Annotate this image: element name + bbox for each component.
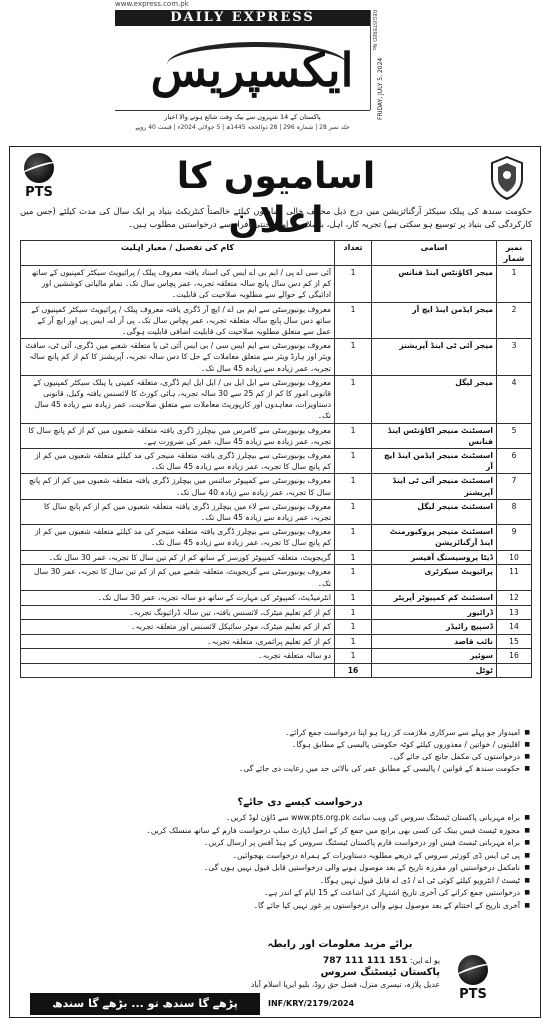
- total-empty-cell: [21, 663, 335, 677]
- table-row: [21, 375, 532, 423]
- apply-step-item: ■ آخری تاریخ کے اختتام کے بعد موصول ہونے والی درخواستوں پر غور نہیں کیا جائے گا۔: [20, 900, 530, 913]
- row-requirements: معروف یونیورسٹی سے ایم ایس سی / بی ایس آئی ٹی یا متعلقہ شعبے میں ڈگری، آئی ٹی، سافٹ ویئر اور ہارڈ ویئر سے متعلق معاملات کے حل کا دس سالہ تجربہ، آپریشنز کا کم از کم پانچ سالہ تجربہ، عمر زیادہ سے زیادہ 45 سال تک۔: [21, 339, 335, 376]
- row-number: 7: [497, 474, 532, 499]
- row-quantity: 1: [335, 620, 372, 635]
- row-post-title: اسسٹنٹ منیجر اکاؤنٹس اینڈ فنانس: [372, 423, 497, 448]
- total-quantity: 16: [335, 663, 372, 677]
- row-post-title: میجر اکاؤنٹس اینڈ فنانس: [372, 266, 497, 303]
- row-quantity: 1: [335, 266, 372, 303]
- row-quantity: 1: [335, 499, 372, 524]
- pts-logo-text: PTS: [459, 987, 487, 1002]
- apply-step-item: ■ درخواستیں جمع کرانے کی آخری تاریخ اشتہار کی اشاعت کے 15 ایام کے اندر ہے۔: [20, 887, 530, 900]
- row-quantity: 1: [335, 550, 372, 565]
- row-quantity: 1: [335, 423, 372, 448]
- job-advertisement: [9, 146, 541, 1018]
- note-item: ■ درخواستوں کی مکمل جانچ کی جائے گی۔: [180, 751, 530, 763]
- header-serial: نمبر شمار: [497, 241, 532, 266]
- newspaper-logo: [137, 28, 367, 108]
- row-requirements: معروف یونیورسٹی سے گریجویٹ، متعلقہ شعبے میں کم از کم تین سال کا تجربہ، عمر 30 سال تک۔: [21, 565, 335, 591]
- row-post-title: اسسٹنٹ منیجر آئی ٹی اینڈ آپریشنز: [372, 474, 497, 499]
- row-requirements: معروف یونیورسٹی سے ایم بی اے / ایچ آر ڈگری یافتہ معروف پبلک / پرائیویٹ سیکٹر کمپنیوں کے ساتھ دس سال پانچ سالہ متعلقہ تجربہ، عمر پچاس سال تک۔ پی آر اے، ایس پی اور ایچ آر کے عمل سے متعلق مطلوبہ صلاحیت کی قابلیت اضافی قابلیت ہوگی۔: [21, 302, 335, 339]
- vacancies-table-body: [21, 266, 532, 678]
- row-number: 5: [497, 423, 532, 448]
- table-row: [21, 266, 532, 303]
- row-post-title: ڈسپیچ رائیڈر: [372, 620, 497, 635]
- row-number: 14: [497, 620, 532, 635]
- table-row: [21, 649, 532, 664]
- row-quantity: 1: [335, 591, 372, 606]
- apply-step-item: ■ براہ مہربانی پاکستان ٹیسٹنگ سروس کی ویب سائٹ www.pts.org.pk سے ڈاؤن لوڈ کریں۔: [20, 812, 530, 825]
- masthead-issue-line: جلد نمبر 28 | شمارہ 296 | 28 ذوالحجہ 1445ھ | 5 جولائی 2024ء | قیمت 40 روپے: [135, 124, 350, 131]
- table-header-row: [21, 241, 532, 266]
- row-number: 6: [497, 449, 532, 474]
- row-requirements: معروف یونیورسٹی سے لاء میں بیچلرز ڈگری یافتہ متعلقہ شعبوں میں کم از کم پانچ سال کا تجربہ، عمر زیادہ سے زیادہ 45 سال تک۔: [21, 499, 335, 524]
- row-quantity: 1: [335, 375, 372, 423]
- row-number: 15: [497, 634, 532, 649]
- slogan-banner: پڑھے گا سندھ تو ... بڑھے گا سندھ: [30, 993, 260, 1015]
- table-row: [21, 474, 532, 499]
- row-quantity: 1: [335, 302, 372, 339]
- row-post-title: سوئپر: [372, 649, 497, 664]
- table-row: [21, 620, 532, 635]
- table-row: [21, 634, 532, 649]
- row-number: 2: [497, 302, 532, 339]
- row-requirements: کم از کم تعلیم پرائمری، متعلقہ تجربہ۔: [21, 634, 335, 649]
- contact-phone-row: [230, 955, 440, 967]
- contact-address: عدیل پلازہ، تیسری منزل، فضل حق روڈ، بلیو ایریا اسلام آباد: [250, 980, 440, 989]
- row-post-title: میجر لیگل: [372, 375, 497, 423]
- row-number: 3: [497, 339, 532, 376]
- notes-list: [180, 727, 530, 775]
- header-requirements: کام کی تفصیل / معیار اہلیت: [21, 241, 335, 266]
- masthead-subline: پاکستان کے 14 شہروں سے بیک وقت شائع ہونے والا اخبار: [115, 110, 370, 121]
- total-label: ٹوٹل: [372, 663, 497, 677]
- apply-heading: درخواست کیسے دی جائے؟: [237, 797, 363, 808]
- pts-logo-text: PTS: [25, 185, 53, 200]
- row-post-title: ڈرائیور: [372, 605, 497, 620]
- row-requirements: معروف یونیورسٹی سے کامرس میں بیچلرز ڈگری یافتہ متعلقہ شعبوں میں کم از کم پانچ سال کا تجربہ، عمر زیادہ سے زیادہ 45 سال، عمر کی ضرورت ہے۔: [21, 423, 335, 448]
- row-requirements: معروف یونیورسٹی سے بیچلرز ڈگری یافتہ متعلقہ منیجر کی مد کیلئے متعلقہ شعبوں میں کم از کم پانچ سال کا تجربہ، عمر زیادہ سے زیادہ 45 سال تک۔: [21, 525, 335, 550]
- ad-reference-number: INF/KRY/2179/2024: [268, 999, 355, 1008]
- apply-steps-list: [20, 812, 530, 912]
- table-total-row: [21, 663, 532, 677]
- row-number: 12: [497, 591, 532, 606]
- row-quantity: 1: [335, 565, 372, 591]
- row-quantity: 1: [335, 449, 372, 474]
- masthead-url: www.express.com.pk: [115, 0, 189, 8]
- row-requirements: معروف یونیورسٹی سے کمپیوٹر سائنس میں بیچلرز ڈگری یافتہ متعلقہ شعبوں میں کم از کم پانچ سال کا تجربہ، عمر زیادہ سے زیادہ 40 سال تک۔: [21, 474, 335, 499]
- apply-step-item: ■ نامکمل درخواستیں اور مقررہ تاریخ کے بعد موصول ہونے والی درخواستیں قابل قبول نہیں ہوں گی۔: [20, 862, 530, 875]
- table-row: [21, 423, 532, 448]
- table-row: [21, 339, 532, 376]
- table-row: [21, 605, 532, 620]
- row-number: 1: [497, 266, 532, 303]
- row-post-title: نائب قاصد: [372, 634, 497, 649]
- row-quantity: 1: [335, 605, 372, 620]
- note-item: ■ حکومت سندھ کے قوانین / پالیسی کے مطابق عمر کی بالائی حد میں رعایت دی جائے گی۔: [180, 763, 530, 775]
- ad-intro-paragraph: حکومت سندھ کی پبلک سیکٹر آرگنائزیشن میں درج ذیل مختلف خالی اسامیوں کیلئے خالصتاً کنٹریکٹ بنیاد پر ایک سال کی مدت کیلئے (جس میں کارکردگی کی بنیاد پر توسیع ہو سکتی ہے) تجربہ کار، اہل، باصلاحیت اور محنتی افراد سے درخواستیں مطلوب ہیں۔: [20, 206, 532, 229]
- row-quantity: 1: [335, 339, 372, 376]
- masthead-date: FRIDAY, JULY 5, 2024: [377, 57, 384, 120]
- header-quantity: تعداد: [335, 241, 372, 266]
- pts-globe-icon: [458, 955, 488, 985]
- pts-logo-bottom: [458, 955, 488, 1002]
- header-post: اسامی: [372, 241, 497, 266]
- total-empty-cell: [497, 663, 532, 677]
- apply-step-item: ■ براہ مہربانی ٹیسٹ فیس اور درخواست فارم پاکستان ٹیسٹنگ سروس کے ہیڈ آفس پر ارسال کریں۔: [20, 837, 530, 850]
- note-item: ■ اقلیتوں / خواتین / معذوروں کیلئے کوٹہ حکومتی پالیسی کے مطابق ہوگا۔: [180, 739, 530, 751]
- row-requirements: انٹرمیڈیٹ، کمپیوٹر کی مہارت کے ساتھ دو سالہ تجربہ، عمر 30 سال تک۔: [21, 591, 335, 606]
- row-post-title: اسسٹنٹ منیجر پروکیورمنٹ اینڈ آرگنائزیشن: [372, 525, 497, 550]
- row-requirements: کم از کم تعلیم میٹرک، موٹر سائیکل لائسنس اور متعلقہ تجربہ۔: [21, 620, 335, 635]
- row-requirements: آئی سی اے پی / ایم بی اے ایس کی اسناد یافتہ معروف پبلک / پرائیویٹ سیکٹر کمپنیوں کے ساتھ کم از کم دس سال پانچ سالہ متعلقہ تجربہ، عمر پچاس سال تک۔ تمام مالیاتی کوششیں اور ادائیگی کے حوالے سے مطلوبہ صلاحیت کی قابلیت۔: [21, 266, 335, 303]
- note-item: ■ امیدوار جو پہلے سے سرکاری ملازمت کر رہا ہو اپنا درخواست جمع کرائے۔: [180, 727, 530, 739]
- row-quantity: 1: [335, 474, 372, 499]
- row-number: 16: [497, 649, 532, 664]
- table-row: [21, 525, 532, 550]
- contact-phone-label: یو اے این:: [410, 956, 440, 965]
- row-number: 4: [497, 375, 532, 423]
- vacancies-table: [20, 240, 532, 678]
- row-post-title: اسسٹنٹ کم کمپیوٹر آپریٹر: [372, 591, 497, 606]
- contact-organization: پاکستان ٹیسٹنگ سروس: [320, 967, 440, 978]
- pts-logo: [24, 153, 54, 200]
- table-row: [21, 302, 532, 339]
- row-number: 8: [497, 499, 532, 524]
- sindh-government-emblem-icon: [488, 155, 526, 201]
- newspaper-masthead: [115, 0, 430, 138]
- row-number: 10: [497, 550, 532, 565]
- ad-headline: اسامیوں کا اعلان: [176, 156, 376, 241]
- masthead-registration: REGISTERED No.: [370, 10, 377, 110]
- row-post-title: میجر ایڈمن اینڈ ایچ آر: [372, 302, 497, 339]
- row-requirements: معروف یونیورسٹی سے ایل ایل بی / ایل ایل ایم ڈگری، متعلقہ کمپنی یا پبلک سیکٹر کمپنیوں کے قانونی امور کا کم از کم 25 سے 30 سالہ تجربہ، ہائی کورٹ کا لائسنس یافتہ وکیل، قانونی دستاویزات، معاہدوں اور کارپوریٹ معاملات سے متعلق صلاحیت، عمر زیادہ سے زیادہ 45 سال تک۔: [21, 375, 335, 423]
- contact-block: [230, 955, 440, 991]
- row-number: 13: [497, 605, 532, 620]
- row-requirements: معروف یونیورسٹی سے بیچلرز ڈگری یافتہ متعلقہ منیجر کی مد کیلئے متعلقہ شعبوں میں کم از کم پانچ سال کا تجربہ، عمر زیادہ سے زیادہ 45 سال تک۔: [21, 449, 335, 474]
- row-post-title: اسسٹنٹ منیجر لیگل: [372, 499, 497, 524]
- row-requirements: گریجویٹ، متعلقہ کمپیوٹر کورسز کے ساتھ کم از کم تین سال کا تجربہ، عمر 30 سال تک۔: [21, 550, 335, 565]
- table-row: [21, 591, 532, 606]
- row-post-title: پرائیویٹ سیکرٹری: [372, 565, 497, 591]
- row-requirements: کم از کم تعلیم میٹرک، لائسنس یافتہ، تین سالہ ڈرائیونگ تجربہ۔: [21, 605, 335, 620]
- apply-step-item: ■ مجوزہ ٹیسٹ فیس بینک کی کسی بھی برانچ میں جمع کر کے اصل ڈپازٹ سلپ درخواست فارم کے ساتھ منسلک کریں۔: [20, 825, 530, 838]
- row-post-title: ڈیٹا پروسیسنگ آفیسر: [372, 550, 497, 565]
- pts-globe-icon: [24, 153, 54, 183]
- masthead-name: DAILY EXPRESS: [115, 10, 370, 26]
- table-row: [21, 550, 532, 565]
- logo-text: ایکسپریس: [150, 43, 354, 97]
- row-number: 11: [497, 565, 532, 591]
- apply-step-item: ■ ٹیسٹ / انٹرویو کیلئے کوئی ٹی اے / ڈی اے قابل قبول نہیں ہوگا۔: [20, 875, 530, 888]
- row-post-title: اسسٹنٹ منیجر ایڈمن اینڈ ایچ آر: [372, 449, 497, 474]
- contact-heading: برائے مزید معلومات اور رابطہ: [267, 939, 413, 950]
- row-quantity: 1: [335, 525, 372, 550]
- row-quantity: 1: [335, 649, 372, 664]
- contact-phone: 151 111 111 787: [322, 956, 408, 966]
- table-row: [21, 499, 532, 524]
- table-row: [21, 449, 532, 474]
- apply-step-item: ■ پی ٹی ایس ڈی کورئیر سروس کے ذریعے مطلوبہ دستاویزات کے ہمراہ درخواست بھجوائیں۔: [20, 850, 530, 863]
- row-quantity: 1: [335, 634, 372, 649]
- row-number: 9: [497, 525, 532, 550]
- row-post-title: میجر آئی ٹی اینڈ آپریشنز: [372, 339, 497, 376]
- table-row: [21, 565, 532, 591]
- row-requirements: دو سالہ متعلقہ تجربہ۔: [21, 649, 335, 664]
